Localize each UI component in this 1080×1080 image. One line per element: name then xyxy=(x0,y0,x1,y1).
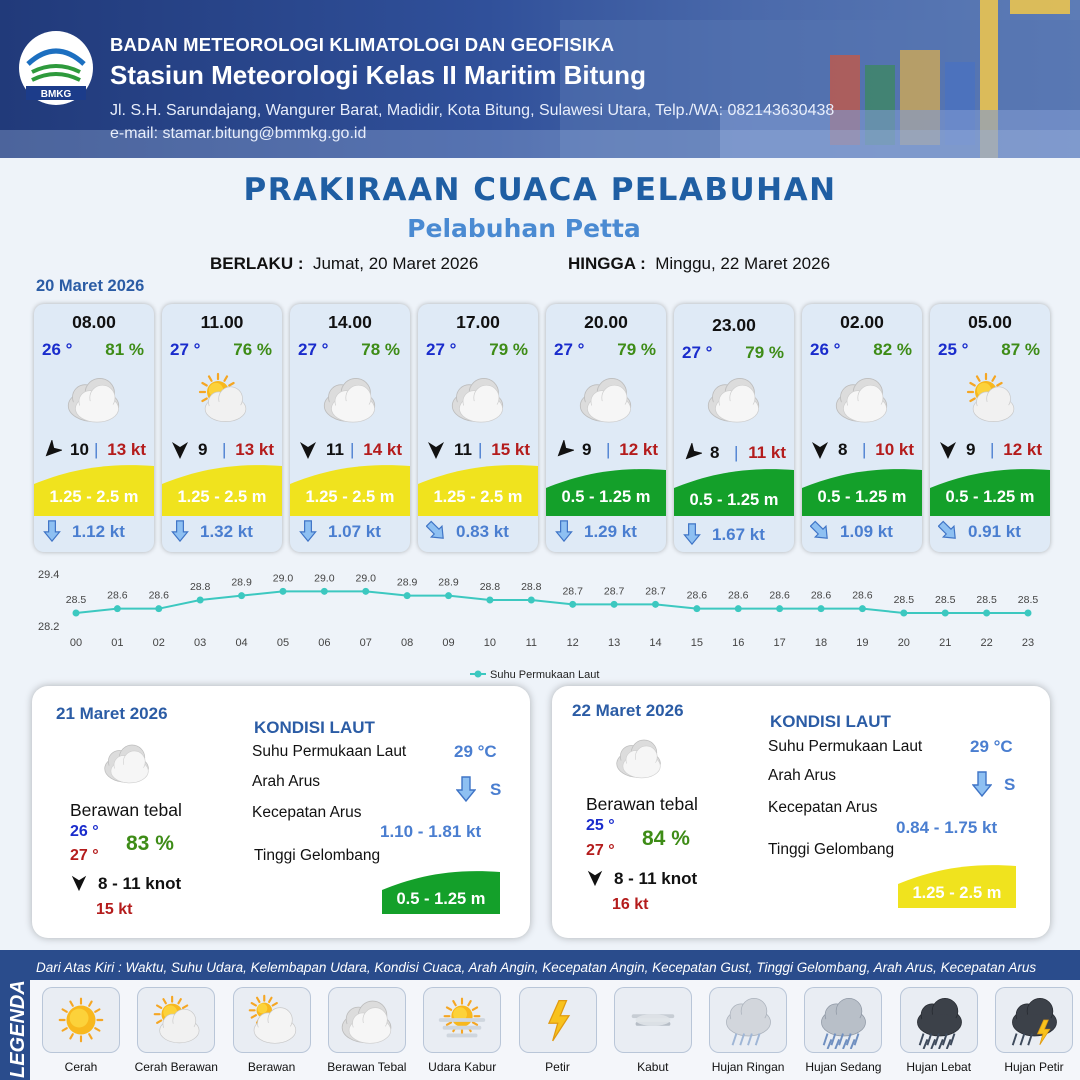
wind-separator: | xyxy=(94,440,99,459)
wave-height: 1.25 - 2.5 m xyxy=(177,488,267,506)
sst-point xyxy=(279,588,286,595)
forecast-humidity: 78 % xyxy=(361,340,400,359)
day3-current-speed: 0.84 - 1.75 kt xyxy=(896,818,998,837)
legend-item xyxy=(511,985,605,1080)
wind-direction-icon xyxy=(810,440,830,460)
sst-data-label: 28.6 xyxy=(148,589,170,602)
sst-data-label: 28.9 xyxy=(396,576,418,589)
wind-speed: 11 xyxy=(454,440,472,459)
x-tick-label: 07 xyxy=(359,637,372,649)
gust-speed: 12 kt xyxy=(619,440,658,459)
legend-item xyxy=(34,985,128,1080)
legend-item xyxy=(320,985,414,1080)
wave-band xyxy=(546,456,666,516)
wind-direction-icon xyxy=(298,440,318,460)
forecast-temp: 27 ° xyxy=(554,340,585,359)
port-name: Pelabuhan Petta xyxy=(407,214,641,243)
current-direction-icon xyxy=(554,520,574,542)
day3-temp-min: 25 ° xyxy=(586,817,615,834)
sst-point xyxy=(155,605,162,612)
berawan-tebal-icon xyxy=(698,368,770,428)
wind-separator: | xyxy=(606,440,611,459)
berawan-tebal-icon xyxy=(604,731,674,783)
sst-data-label: 28.6 xyxy=(810,589,832,602)
forecast-card xyxy=(546,304,666,552)
wave-band xyxy=(802,456,922,516)
station-address: Jl. S.H. Sarundajang, Wangurer Barat, Madidir, Kota Bitung, Sulawesi Utara, Telp./WA: 082143630438 xyxy=(110,102,835,119)
x-tick-label: 14 xyxy=(649,637,662,649)
day3-weather-icon xyxy=(604,731,674,783)
day2-sst-label: Suhu Permukaan Laut xyxy=(252,743,407,760)
legend-icon-box xyxy=(42,987,120,1053)
legend-icon-box xyxy=(900,987,978,1053)
x-tick-label: 19 xyxy=(856,637,869,649)
legend-icon-box xyxy=(995,987,1073,1053)
berawan-icon xyxy=(242,991,302,1049)
sst-point xyxy=(197,597,204,604)
wind-separator: | xyxy=(222,440,227,459)
sst-point xyxy=(776,605,783,612)
valid-to xyxy=(568,254,830,274)
sst-data-label: 28.8 xyxy=(189,581,211,593)
valid-to-value: Minggu, 22 Maret 2026 xyxy=(655,254,831,273)
sst-data-label: 28.5 xyxy=(893,594,915,606)
x-tick-label: 21 xyxy=(939,637,952,649)
forecast-time: 02.00 xyxy=(840,312,884,332)
forecast-card xyxy=(802,304,922,552)
day2-temp-min: 26 ° xyxy=(70,823,99,840)
wind-direction-icon xyxy=(682,443,702,463)
day2-sst: 29 °C xyxy=(454,742,497,761)
day3-wind-direction-icon xyxy=(586,869,604,887)
x-tick-label: 06 xyxy=(318,637,331,649)
sst-point xyxy=(486,597,493,604)
day3-current-speed-label: Kecepatan Arus xyxy=(768,799,878,816)
legend-item xyxy=(225,985,319,1080)
forecast-humidity: 82 % xyxy=(873,340,912,359)
berawan-tebal-icon xyxy=(337,991,397,1049)
day3-wave-label: Tinggi Gelombang xyxy=(768,841,895,858)
forecast-time: 17.00 xyxy=(456,312,500,332)
wind-separator: | xyxy=(862,440,867,459)
sst-point xyxy=(73,610,80,617)
gust-speed: 13 kt xyxy=(235,440,274,459)
current-speed: 1.32 kt xyxy=(200,522,253,541)
hujan-ringan-icon xyxy=(718,991,778,1049)
wave-height: 1.25 - 2.5 m xyxy=(433,488,523,506)
sst-point xyxy=(859,605,866,612)
sst-point xyxy=(404,592,411,599)
wind-speed: 11 xyxy=(326,440,344,459)
wind-direction-icon xyxy=(938,440,958,460)
day2-gust: 15 kt xyxy=(96,901,133,918)
wave-height: 1.25 - 2.5 m xyxy=(49,488,139,506)
svg-text:LEGENDA: LEGENDA xyxy=(7,980,29,1078)
forecast-card xyxy=(162,304,282,552)
cerah-berawan-icon xyxy=(186,368,258,428)
wind-direction-icon xyxy=(42,440,62,460)
current-speed: 1.07 kt xyxy=(328,522,381,541)
sst-series-line xyxy=(76,591,1028,613)
day3-condition: Berawan tebal xyxy=(586,794,698,814)
current-speed: 1.12 kt xyxy=(72,522,125,541)
sst-point xyxy=(114,605,121,612)
current-speed: 1.09 kt xyxy=(840,522,893,541)
x-tick-label: 13 xyxy=(607,637,621,649)
sst-point xyxy=(238,592,245,599)
valid-to-label: HINGGA : xyxy=(568,254,646,273)
legend-label: Hujan Ringan xyxy=(711,1060,785,1074)
bmkg-logo xyxy=(12,30,100,110)
current-direction-icon xyxy=(298,520,318,542)
forecast-time: 23.00 xyxy=(712,315,756,335)
forecast-temp: 26 ° xyxy=(810,340,841,359)
sst-point xyxy=(735,605,742,612)
forecast-temp: 27 ° xyxy=(170,340,201,359)
forecast-time: 08.00 xyxy=(72,312,116,332)
sst-data-label: 29.0 xyxy=(272,572,294,585)
current-speed: 0.91 kt xyxy=(968,522,1021,541)
current-direction-icon xyxy=(42,520,62,542)
wind-speed: 10 xyxy=(70,440,89,459)
wave-height: 0.5 - 1.25 m xyxy=(689,491,779,509)
gust-speed: 15 kt xyxy=(491,440,530,459)
sst-point xyxy=(818,605,825,612)
day2-weather-icon xyxy=(92,736,162,788)
current-direction-icon xyxy=(810,520,830,542)
sst-point xyxy=(942,610,949,617)
day3-humidity: 84 % xyxy=(642,827,690,850)
legend-label: Hujan Petir xyxy=(1004,1060,1064,1074)
legend-icon-box xyxy=(137,987,215,1053)
x-tick-label: 23 xyxy=(1021,637,1035,649)
day3-temp-max: 27 ° xyxy=(586,842,615,859)
current-direction-icon xyxy=(426,520,446,542)
wave-height: 0.5 - 1.25 m xyxy=(945,488,1035,506)
x-tick-label: 22 xyxy=(980,637,993,649)
wave-height: 0.5 - 1.25 m xyxy=(561,488,651,506)
berawan-tebal-icon xyxy=(92,736,162,788)
day2-wind: 8 - 11 knot xyxy=(98,874,182,893)
legend-label: Berawan Tebal xyxy=(327,1060,407,1074)
sst-data-label: 29.0 xyxy=(355,572,376,585)
legend-icon-box xyxy=(423,987,501,1053)
berawan-tebal-icon xyxy=(826,368,898,428)
x-tick-label: 08 xyxy=(401,637,414,649)
legend-label: Udara Kabur xyxy=(428,1060,497,1074)
day2-sea-heading: KONDISI LAUT xyxy=(254,718,375,737)
day3-wave: 1.25 - 2.5 m xyxy=(912,884,1002,902)
sst-point xyxy=(362,588,369,595)
day3-sea-heading: KONDISI LAUT xyxy=(770,712,891,731)
forecast-temp: 27 ° xyxy=(298,340,329,359)
forecast-time: 11.00 xyxy=(200,312,244,332)
valid-from-label: BERLAKU : xyxy=(210,254,304,273)
legend-icon-box xyxy=(233,987,311,1053)
legend-item xyxy=(415,985,509,1080)
wave-band xyxy=(162,456,282,516)
legend-item xyxy=(892,985,986,1080)
station-email: e-mail: stamar.bitung@bmmkg.go.id xyxy=(110,125,367,142)
gust-speed: 11 kt xyxy=(748,443,786,462)
sst-point xyxy=(983,610,990,617)
sst-data-label: 28.7 xyxy=(603,585,625,598)
wave-height: 1.25 - 2.5 m xyxy=(305,488,395,506)
current-speed: 0.83 kt xyxy=(456,522,509,541)
forecast-card xyxy=(930,304,1050,552)
gust-speed: 10 kt xyxy=(875,440,914,459)
sst-data-label: 28.5 xyxy=(65,594,87,606)
wind-separator: | xyxy=(990,440,995,459)
legend-item xyxy=(796,985,890,1080)
y-tick-label: 28.2 xyxy=(38,621,60,633)
day3-gust: 16 kt xyxy=(612,896,649,913)
legend-label: Cerah Berawan xyxy=(134,1060,218,1074)
legend-item xyxy=(129,985,223,1080)
forecast-card xyxy=(674,304,794,552)
x-tick-label: 02 xyxy=(152,637,165,649)
valid-from-value: Jumat, 20 Maret 2026 xyxy=(312,254,479,273)
sst-data-label: 28.5 xyxy=(1017,594,1039,606)
day3-sst: 29 °C xyxy=(970,737,1013,756)
legend-label: Cerah xyxy=(64,1060,98,1074)
day2-current-speed: 1.10 - 1.81 kt xyxy=(380,822,482,841)
legend-icon-box xyxy=(614,987,692,1053)
wind-direction-icon xyxy=(426,440,446,460)
forecast-humidity: 79 % xyxy=(617,340,656,359)
sst-point xyxy=(321,588,328,595)
wind-direction-icon xyxy=(554,440,574,460)
forecast-temp: 26 ° xyxy=(42,340,73,359)
sst-data-label: 28.8 xyxy=(521,581,542,593)
sst-data-label: 28.6 xyxy=(107,589,128,602)
day3-wind: 8 - 11 knot xyxy=(614,869,698,888)
sst-point xyxy=(445,592,452,599)
x-tick-label: 12 xyxy=(566,637,579,649)
forecast-humidity: 79 % xyxy=(745,343,784,362)
x-tick-label: 05 xyxy=(276,637,290,649)
day2-humidity: 83 % xyxy=(126,832,174,855)
hujan-lebat-icon xyxy=(909,991,969,1049)
legend-icon-box xyxy=(519,987,597,1053)
legend-section xyxy=(0,950,1080,1080)
day2-condition: Berawan tebal xyxy=(70,800,182,820)
current-direction-icon xyxy=(170,520,190,542)
wave-band xyxy=(290,456,410,516)
forecast-humidity: 76 % xyxy=(233,340,272,359)
day3-date: 22 Maret 2026 xyxy=(572,701,684,720)
wind-speed: 9 xyxy=(966,440,976,459)
valid-from xyxy=(210,254,478,274)
x-tick-label: 15 xyxy=(690,637,703,649)
x-tick-label: 18 xyxy=(814,637,828,649)
wave-height: 0.5 - 1.25 m xyxy=(817,488,907,506)
legend-title xyxy=(4,950,30,1080)
legend-label: Kabut xyxy=(637,1060,669,1074)
day2-wave-label: Tinggi Gelombang xyxy=(254,847,381,864)
sst-data-label: 28.6 xyxy=(769,589,790,602)
day2-current-dir-label: Arah Arus xyxy=(252,773,321,790)
day2-panel xyxy=(32,686,530,938)
x-tick-label: 00 xyxy=(69,637,83,649)
wind-separator: | xyxy=(350,440,355,459)
wind-speed: 9 xyxy=(198,440,208,459)
berawan-tebal-icon xyxy=(58,368,130,428)
station-name: Stasiun Meteorologi Kelas II Maritim Bitung xyxy=(110,60,646,90)
sst-data-label: 28.7 xyxy=(562,585,583,598)
wave-band xyxy=(930,456,1050,516)
gust-speed: 14 kt xyxy=(363,440,402,459)
sst-data-label: 28.5 xyxy=(934,594,956,606)
sst-data-label: 28.6 xyxy=(686,589,708,602)
legend-label: Berawan xyxy=(247,1060,296,1074)
current-speed: 1.29 kt xyxy=(584,522,637,541)
day3-current-direction-icon xyxy=(972,771,992,797)
day3-sst-label: Suhu Permukaan Laut xyxy=(768,738,923,755)
sst-point xyxy=(569,601,576,608)
legend-item xyxy=(606,985,700,1080)
forecast-card xyxy=(34,304,154,552)
agency-name: BADAN METEOROLOGI KLIMATOLOGI DAN GEOFISIKA xyxy=(110,34,615,55)
petir-icon xyxy=(528,991,588,1049)
x-tick-label: 16 xyxy=(732,637,745,649)
day3-current-dir-label: Arah Arus xyxy=(768,767,837,784)
forecast-time: 05.00 xyxy=(968,312,1012,332)
x-tick-label: 01 xyxy=(111,637,124,649)
forecast-temp: 27 ° xyxy=(426,340,457,359)
day3-panel xyxy=(552,686,1050,938)
legend-marker xyxy=(475,671,482,678)
cerah-berawan-icon xyxy=(954,368,1026,428)
day2-current-speed-label: Kecepatan Arus xyxy=(252,804,362,821)
legend-label: Petir xyxy=(545,1060,570,1074)
day3-current-dir: S xyxy=(1004,775,1016,794)
forecast-temp: 27 ° xyxy=(682,343,713,362)
kabut-icon xyxy=(623,991,683,1049)
sst-data-label: 28.9 xyxy=(438,576,459,589)
day2-current-direction-icon xyxy=(456,776,476,802)
wind-speed: 8 xyxy=(710,443,720,462)
day1-date: 20 Maret 2026 xyxy=(36,277,145,295)
gust-speed: 13 kt xyxy=(107,440,146,459)
current-speed: 1.67 kt xyxy=(712,525,765,544)
berawan-tebal-icon xyxy=(314,368,386,428)
sst-chart xyxy=(0,560,1080,686)
forecast-temp: 25 ° xyxy=(938,340,969,359)
wind-direction-icon xyxy=(170,440,190,460)
sst-data-label: 28.6 xyxy=(728,589,749,602)
cerah-icon xyxy=(51,991,111,1049)
wind-speed: 9 xyxy=(582,440,592,459)
legend-item xyxy=(987,985,1080,1080)
forecast-card xyxy=(418,304,538,552)
x-tick-label: 17 xyxy=(773,637,786,649)
sst-point xyxy=(611,601,618,608)
header-banner xyxy=(0,0,1080,158)
page-title: PRAKIRAAN CUACA PELABUHAN xyxy=(243,172,837,208)
x-tick-label: 20 xyxy=(897,637,910,649)
x-tick-label: 04 xyxy=(235,637,248,649)
current-direction-icon xyxy=(938,520,958,542)
x-tick-label: 09 xyxy=(442,637,455,649)
legend-label: Hujan Sedang xyxy=(805,1060,882,1074)
x-tick-label: 11 xyxy=(525,637,538,649)
legend-item xyxy=(701,985,795,1080)
day2-temp-max: 27 ° xyxy=(70,847,99,864)
berawan-tebal-icon xyxy=(570,368,642,428)
gust-speed: 12 kt xyxy=(1003,440,1042,459)
day2-wind-direction-icon xyxy=(70,874,88,892)
sst-point xyxy=(1025,610,1032,617)
forecast-humidity: 81 % xyxy=(105,340,144,359)
forecast-time: 20.00 xyxy=(584,312,628,332)
udara-kabur-icon xyxy=(432,991,492,1049)
day2-current-dir: S xyxy=(490,780,502,799)
berawan-tebal-icon xyxy=(442,368,514,428)
sst-data-label: 28.8 xyxy=(479,581,501,593)
wind-separator: | xyxy=(734,443,739,462)
forecast-humidity: 87 % xyxy=(1001,340,1040,359)
sst-data-label: 29.0 xyxy=(314,572,335,585)
legend-description: Dari Atas Kiri : Waktu, Suhu Udara, Kelembapan Udara, Kondisi Cuaca, Arah Angin, Kecepatan Angin, Kecepatan Gust, Tinggi Gelombang, Arah Arus, Kecepatan Arus xyxy=(36,960,1037,975)
current-direction-icon xyxy=(682,523,702,545)
legend-icon-box xyxy=(328,987,406,1053)
day2-date: 21 Maret 2026 xyxy=(56,704,168,723)
sst-data-label: 28.5 xyxy=(976,594,997,606)
forecast-card xyxy=(290,304,410,552)
sst-point xyxy=(900,610,907,617)
wind-speed: 8 xyxy=(838,440,848,459)
x-tick-label: 10 xyxy=(483,637,497,649)
legend-label: Suhu Permukaan Laut xyxy=(490,669,600,681)
hujan-petir-icon xyxy=(1004,991,1064,1049)
sst-data-label: 28.6 xyxy=(852,589,873,602)
wave-band xyxy=(418,456,538,516)
svg-text:BMKG: BMKG xyxy=(40,89,72,100)
wind-separator: | xyxy=(478,440,483,459)
x-tick-label: 03 xyxy=(194,637,207,649)
hujan-sedang-icon xyxy=(813,991,873,1049)
day2-wave: 0.5 - 1.25 m xyxy=(396,890,486,908)
sst-data-label: 28.9 xyxy=(231,576,252,589)
sst-point xyxy=(528,597,535,604)
legend-label: Hujan Lebat xyxy=(906,1060,972,1074)
legend-icon-box xyxy=(804,987,882,1053)
sst-point xyxy=(652,601,659,608)
forecast-time: 14.00 xyxy=(328,312,372,332)
cerah-berawan-icon xyxy=(146,991,206,1049)
sst-data-label: 28.7 xyxy=(645,585,666,598)
y-tick-label: 29.4 xyxy=(38,569,60,581)
sst-point xyxy=(693,605,700,612)
wave-band xyxy=(34,456,154,516)
forecast-humidity: 79 % xyxy=(489,340,528,359)
legend-icon-box xyxy=(709,987,787,1053)
